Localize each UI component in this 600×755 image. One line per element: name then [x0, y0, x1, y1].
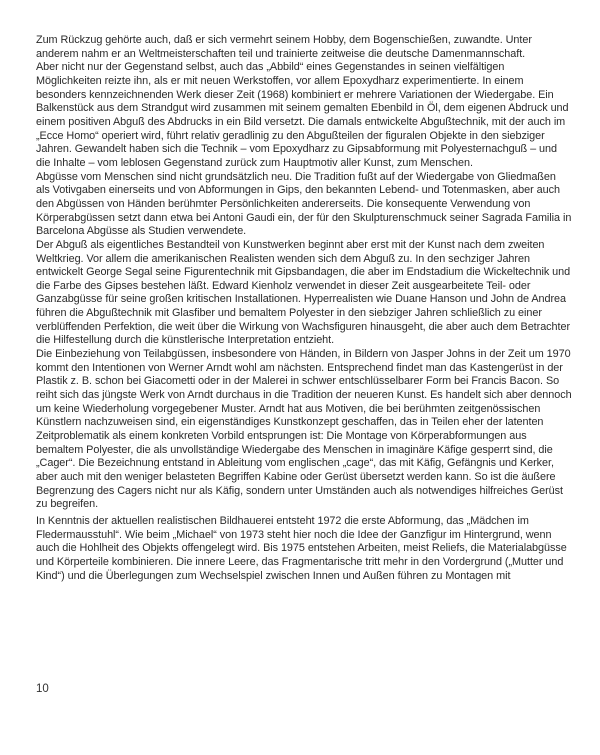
paragraph-bogenschiessen: Zum Rückzug gehörte auch, daß er sich vermehrt seinem Hobby, dem Bogenschießen, zuwandte. Unter anderem nahm er an Weltmeisterschaften teil und trainierte zeitweise die deutsche Damenmannschaft. — [36, 34, 532, 60]
paragraph-teilabguesse: Die Einbeziehung von Teilabgüssen, insbesondere von Händen, in Bildern von Jasper Johns in der Zeit um 1970 kommt den Intentionen von Werner Arndt wohl am nächsten. Entsprechend findet man das Kastengerüst in der Plastik z. B. schon bei Giacometti oder in der Malerei in schwer entschlüsselbarer Form bei Francis Bacon. So reiht sich das jüngste Werk von Arndt durchaus in die Tradition der neueren Kunst. Es handelt sich aber dennoch um keine Wiederholung vorgegebener Muster. Arndt hat aus Motiven, die bei berühmten zeitgenössischen Künstlern nachzuweisen sind, ein eigenständiges Kunstkonzept geschaffen, das in Teilen eher der latenten Zeitproblematik als einem konkreten Vorbild entsprungen ist: Die Montage von Körperabformungen aus bemaltem Polyester, die als unvollständige Wiedergabe des Menschen in imaginäre Käfige gesperrt sind, die „Cager“. Die Bezeichnung entstand in Ableitung vom englischen „cage“, das mit Käfig, Gefängnis und Kerker, aber auch mit den weniger belasteten Begriffen Kabine oder Gerüst übersetzt werden kann. So ist die äußere Begrenzung des Cagers nicht nur als Käfig, sondern unter Umständen auch als notwendiges hilfreiches Gerüst zu begreifen. — [36, 348, 572, 511]
paragraph-erste-abformung: In Kenntnis der aktuellen realistischen Bildhauerei entsteht 1972 die erste Abformung, das „Mädchen im Fledermausstuhl“. Wie beim „Michael“ von 1973 steht hier noch die Idee der Ganzfigur im Hintergrund, wenn auch die Hohlheit des Objekts offengelegt wird. Bis 1975 entstehen Arbeiten, meist Reliefs, die Materialabgüsse und Körperteile kombinieren. Die innere Leere, das Fragmentarische tritt mehr in den Vordergrund („Mutter und Kind“) und die Überlegungen zum Wechselspiel zwischen Innen und Außen führen zu Montagen mit — [36, 514, 567, 582]
paragraph-abbild: Aber nicht nur der Gegenstand selbst, auch das „Abbild“ eines Gegenstandes in seinen vielfältigen Möglichkeiten reizte ihn, als er mit neuen Werkstoffen, vor allem Epoxydharz experimentierte. In einem besonders kennzeichnenden Werk dieser Zeit (1968) kombiniert er mehrere Variationen der Wiedergabe. Ein Balkenstück aus dem Strandgut wird zusammen mit seinem gemalten Ebenbild in Öl, dem eigenen Abdruck und einem positiven Abguß des Abdrucks in ein Bild versetzt. Die damals entwickelte Abgußtechnik, mit der auch im „Ecce Homo“ operiert wird, führt relativ geradlinig zu den Abgußteilen der figuralen Objekte in den siebziger Jahren. Gewandelt haben sich die Technik – vom Epoxydharz zu Gipsabformung mit Polyesternachguß – und die Inhalte – vom leblosen Gegenstand zurück zum Hauptmotiv aller Kunst, zum Menschen. — [36, 61, 569, 169]
paragraph-tradition: Abgüsse vom Menschen sind nicht grundsätzlich neu. Die Tradition fußt auf der Wiedergabe von Gliedmaßen als Votivgaben einerseits und von Abformungen in Gips, den bekannten Lebend- und Totenmasken, aber auch den Abgüssen von Händen berühmter Persönlichkeiten andererseits. Die konsequente Verwendung von Körperabgüssen setzt dann etwa bei Antoni Gaudi ein, der für den Skulpturenschmuck seiner Sagrada Familia in Barcelona Abgüsse als Studien verwendete. — [36, 170, 572, 238]
page-number: 10 — [36, 683, 49, 695]
paragraph-nachkriegskunst: Der Abguß als eigentliches Bestandteil von Kunstwerken beginnt aber erst mit der Kunst nach dem zweiten Weltkrieg. Vor allem die amerikanischen Realisten wenden sich dem Abguß zu. In den sechziger Jahren entwickelt George Segal seine Figurentechnik mit Gipsbandagen, die aber im Endstadium die Wickeltechnik und die Farbe des Gipses bestehen läßt. Edward Kienholz verwendet in dieser Zeit ausgearbeitete Teil- oder Ganzabgüsse für seine großen kritischen Installationen. Hyperrealisten wie Duane Hanson und John de Andrea führen die Abgußtechnik mit Glasfiber und bemaltem Polyester in den siebziger Jahren schließlich zu einer verblüffenden Perfektion, die weit über die Wirkung von Wachsfiguren hinausgeht, die aber auch dem Betrachter die Hilfestellung durch die künstlerische Interpretation entzieht. — [36, 238, 571, 347]
body-text — [36, 34, 572, 583]
